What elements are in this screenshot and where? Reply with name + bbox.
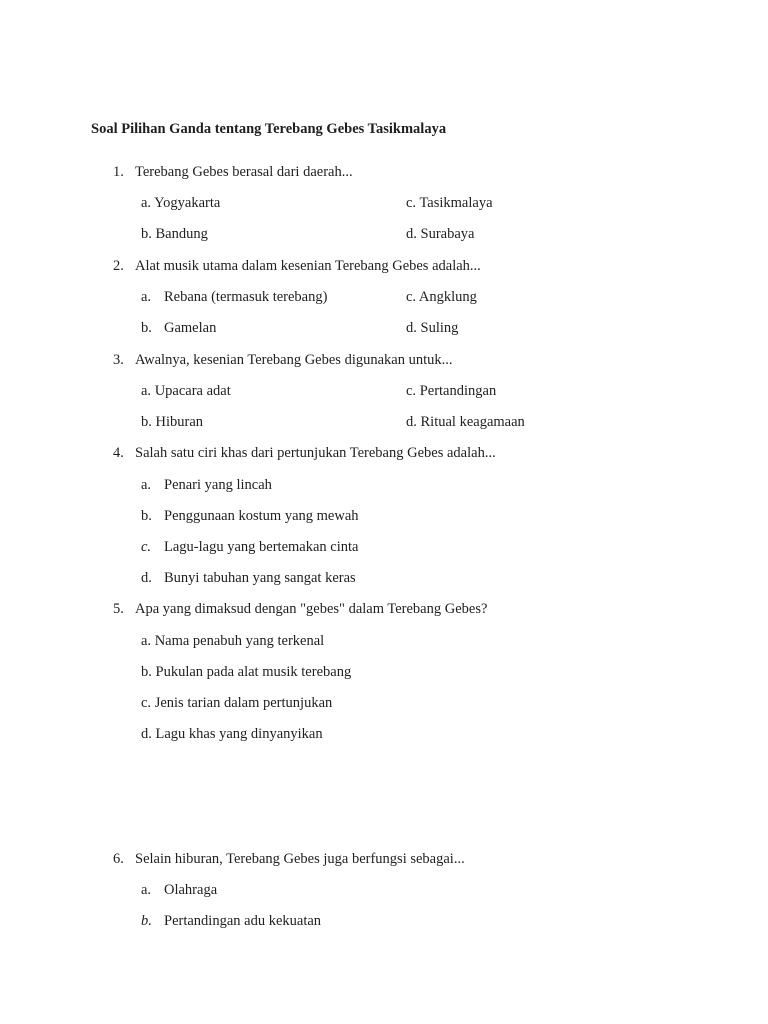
question-2-option-a-text: Rebana (termasuk terebang) [164,289,328,305]
question-2-option-c [406,288,477,306]
option-text: Tasikmalaya [419,195,493,211]
question-5-option-a [141,632,324,650]
option-letter: a. [141,195,152,211]
question-3-option-a [141,382,231,400]
option-letter: d. [406,226,417,242]
option-text: Bandung [155,226,208,242]
option-letter: b. [141,414,152,430]
question-4-option-a-letter: a. [141,477,152,493]
question-2-number: 2. [113,258,124,274]
option-text: Jenis tarian dalam pertunjukan [154,695,333,711]
question-2-text: Alat musik utama dalam kesenian Terebang Gebes adalah... [135,258,481,274]
question-5-option-c [141,694,332,712]
question-1-option-c [406,194,493,212]
option-text: Suling [420,320,459,336]
option-letter: b. [141,226,152,242]
question-1-text: Terebang Gebes berasal dari daerah... [135,164,353,180]
question-4-text: Salah satu ciri khas dari pertunjukan Terebang Gebes adalah... [135,445,496,461]
question-4-option-a-text: Penari yang lincah [164,477,272,493]
question-2-option-b-text: Gamelan [164,320,217,336]
option-letter: c. [406,195,417,211]
question-3-option-b [141,413,203,431]
option-letter: a. [141,633,152,649]
option-letter: c. [141,695,152,711]
question-4-option-d-text: Bunyi tabuhan yang sangat keras [164,570,356,586]
question-5-text: Apa yang dimaksud dengan "gebes" dalam Terebang Gebes? [135,601,488,617]
option-letter: a. [141,383,152,399]
option-letter: c. [406,383,417,399]
option-text: Lagu khas yang dinyanyikan [155,726,323,742]
option-letter: d. [406,414,417,430]
question-6-text: Selain hiburan, Terebang Gebes juga berfungsi sebagai... [135,851,465,867]
question-5-option-b [141,663,351,681]
question-6-option-b-text: Pertandingan adu kekuatan [164,913,322,929]
option-text: Angklung [418,289,477,305]
question-3-number: 3. [113,352,124,368]
option-letter: d. [406,320,417,336]
question-4-option-c-letter: c. [141,539,152,555]
question-3-text: Awalnya, kesenian Terebang Gebes digunakan untuk... [135,352,453,368]
question-4-option-c-text: Lagu-lagu yang bertemakan cinta [164,539,359,555]
question-1-option-b [141,225,208,243]
option-text: Hiburan [155,414,204,430]
option-letter: d. [141,726,152,742]
question-4-number: 4. [113,445,124,461]
question-5-option-d [141,725,323,743]
question-1-option-a [141,194,220,212]
question-2-option-b-letter: b. [141,320,152,336]
question-2-option-d [406,319,458,337]
option-text: Nama penabuh yang terkenal [154,633,325,649]
option-text: Pertandingan [419,383,497,399]
question-6-option-a-text: Olahraga [164,882,218,898]
option-letter: c. [406,289,417,305]
question-4-option-b-letter: b. [141,508,152,524]
option-text: Ritual keagamaan [420,414,525,430]
question-1-option-d [406,225,474,243]
question-4-option-d-letter: d. [141,570,152,586]
question-3-option-c [406,382,496,400]
question-3-option-d [406,413,525,431]
question-6-option-b-letter: b. [141,913,152,929]
option-text: Upacara adat [154,383,231,399]
option-text: Surabaya [420,226,475,242]
question-1-number: 1. [113,164,124,180]
question-6-number: 6. [113,851,124,867]
option-text: Yogyakarta [154,195,221,211]
document-title: Soal Pilihan Ganda tentang Terebang Gebes Tasikmalaya [91,121,447,137]
question-6-option-a-letter: a. [141,882,152,898]
option-letter: b. [141,664,152,680]
question-5-number: 5. [113,601,124,617]
question-2-option-a-letter: a. [141,289,152,305]
option-text: Pukulan pada alat musik terebang [155,664,352,680]
question-4-option-b-text: Penggunaan kostum yang mewah [164,508,359,524]
